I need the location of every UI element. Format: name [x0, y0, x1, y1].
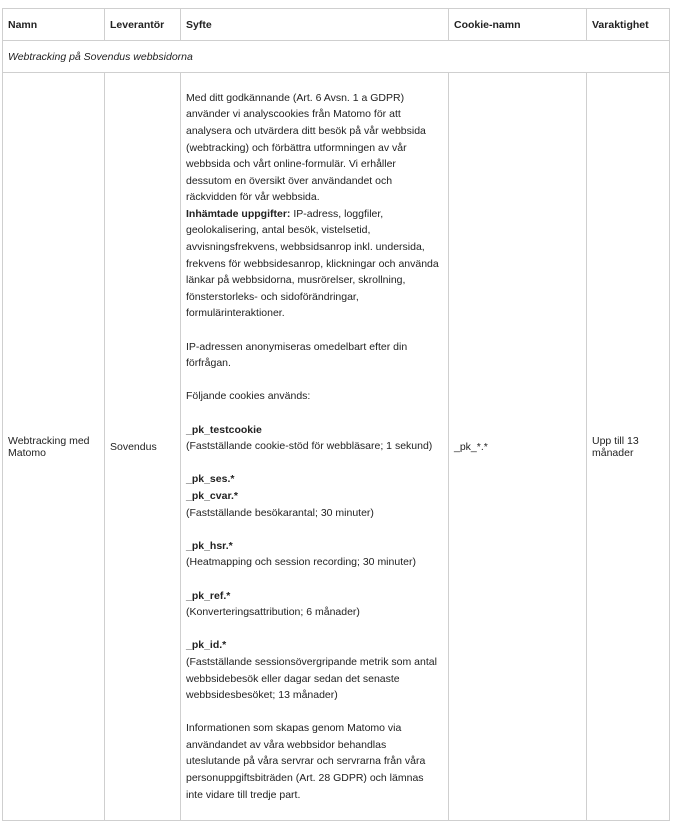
cookie-name-pk-id: _pk_id.* [186, 639, 227, 652]
cell-name: Webtracking med Matomo [3, 73, 105, 821]
header-row [3, 9, 670, 41]
cookie-name-pk-ref: _pk_ref.* [186, 589, 231, 602]
cell-purpose [181, 73, 449, 821]
purpose-cookies-used: Följande cookies används: [186, 390, 311, 403]
purpose-outro: Informationen som skapas genom Matomo via användandet av våra webbsidor behandlas uteslutande på våra servrar och servrarna från våra personuppgiftsbiträden (Art. 28 GDPR) och lämnas inte vidare till tredje part. [186, 722, 426, 801]
cell-provider: Sovendus [105, 73, 181, 821]
cookie-desc-pk-ref: (Konverteringsattribution; 6 månader) [186, 606, 360, 619]
cookie-desc-pk-testcookie: (Fastställande cookie-stöd för webbläsare; 1 sekund) [186, 440, 433, 453]
cookie-desc-pk-id: (Fastställande sessionsövergripande metrik som antal webbsidebesök eller dagar sedan det senaste webbsidesbesöket; 13 månader) [186, 655, 437, 702]
header-name: Namn [3, 9, 105, 41]
cell-duration: Upp till 13 månader [587, 73, 670, 821]
purpose-anonymized: IP-adressen anonymiseras omedelbart efter din förfrågan. [186, 340, 408, 370]
header-duration: Varaktighet [587, 9, 670, 41]
cookie-name-pk-cvar: _pk_cvar.* [186, 489, 238, 502]
header-purpose: Syfte [181, 9, 449, 41]
cookie-desc-pk-ses-cvar: (Fastställande besökarantal; 30 minuter) [186, 506, 374, 519]
cookie-name-pk-ses: _pk_ses.* [186, 473, 235, 486]
purpose-intro: Med ditt godkännande (Art. 6 Avsn. 1 a GDPR) använder vi analyscookies från Matomo för att analysera och utvärdera ditt besök på vår webbsida (webtracking) och förbättra utformningen av vår webbsida och vårt online-formulär. Vi erhåller dessutom en översikt över användandet och räckvidden för vår webbsida. [186, 91, 426, 204]
cookie-desc-pk-hsr: (Heatmapping och session recording; 30 minuter) [186, 556, 416, 569]
section-row [3, 41, 670, 73]
header-cookie-name: Cookie-namn [449, 9, 587, 41]
purpose-collected-text: IP-adress, loggfiler, geolokalisering, antal besök, vistelsetid, avvisningsfrekvens, webbsidsanrop inkl. undersida, frekvens för webbsidesanrop, klickningar och använda länkar på webbsidorna, musrörelser, skrollning, fönsterstorleks- och sidoförändringar, formulärinteraktioner. [186, 207, 439, 320]
purpose-collected-label: Inhämtade uppgifter: [186, 207, 291, 220]
cookie-name-pk-hsr: _pk_hsr.* [186, 539, 233, 552]
purpose-collected [186, 206, 443, 322]
cookie-table [2, 8, 670, 821]
header-provider: Leverantör [105, 9, 181, 41]
table-row [3, 73, 670, 821]
section-title: Webtracking på Sovendus webbsidorna [3, 41, 670, 73]
cookie-name-pk-testcookie: _pk_testcookie [186, 423, 262, 436]
cell-cookie-name: _pk_*.* [449, 73, 587, 821]
